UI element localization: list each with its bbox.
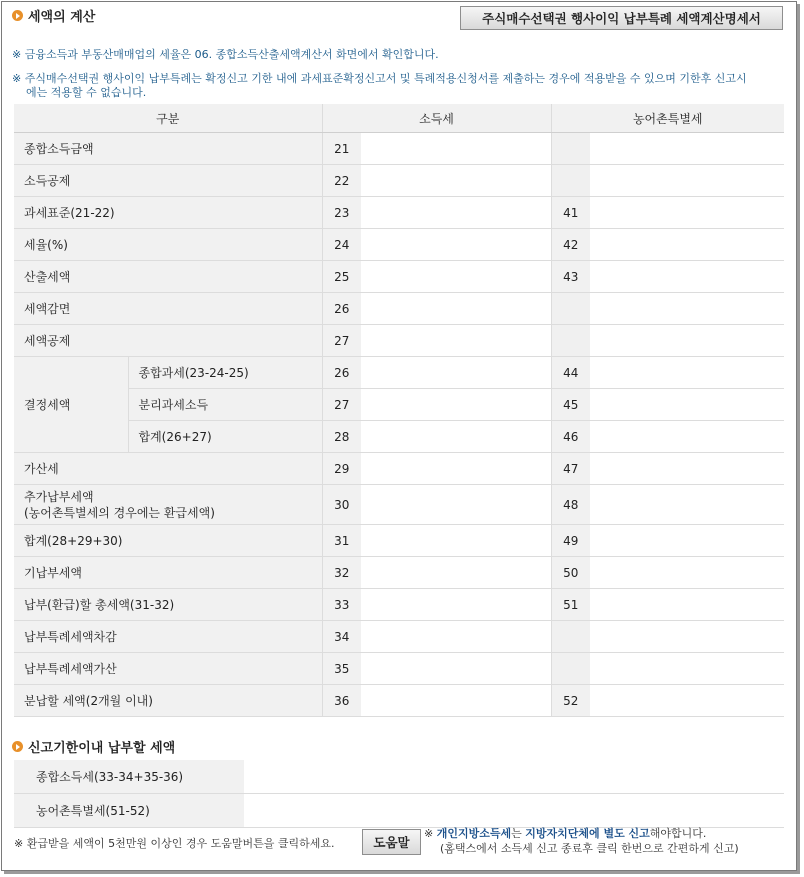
stock-option-statement-button[interactable]: 주식매수선택권 행사이익 납부특례 세액계산명세서 [460,6,783,30]
income-tax-value-cell [361,453,551,485]
rural-row-number: 43 [551,261,590,293]
due-value-income [244,760,784,794]
local-tax-note-2: (홈택스에서 소득세 신고 종료후 클릭 한번으로 간편하게 신고) [440,842,739,855]
rural-tax-value-cell [590,589,784,621]
rural-row-number: 45 [551,389,590,421]
rural-tax-value-cell [590,685,784,717]
row-number: 32 [322,557,361,589]
row-number: 23 [322,197,361,229]
table-row [14,293,784,325]
row-number: 26 [322,357,361,389]
row-label: 기납부세액 [14,557,322,589]
rural-tax-value-cell [590,421,784,453]
rural-tax-value-cell [590,261,784,293]
header-rural-tax: 농어촌특별세 [551,104,784,133]
row-label: 납부특례세액가산 [14,653,322,685]
income-tax-value-cell [361,133,551,165]
rural-row-number: 50 [551,557,590,589]
income-tax-value-cell [361,621,551,653]
header-income-tax: 소득세 [322,104,551,133]
row-group-label: 결정세액 [14,357,128,453]
rural-tax-value-cell [590,165,784,197]
rural-tax-value-cell [590,229,784,261]
row-number: 26 [322,293,361,325]
section-title-text: 신고기한이내 납부할 세액 [28,741,176,756]
table-row [14,133,784,165]
local-tax-bold1: 개인지방소득세 [436,827,512,840]
table-row [14,589,784,621]
income-tax-value-cell [361,293,551,325]
local-tax-suffix: 해야합니다. [649,827,707,840]
local-tax-bold2: 지방자치단체에 별도 신고 [525,827,650,840]
rural-row-number [551,653,590,685]
table-row [14,421,784,453]
rural-tax-value-cell [590,485,784,525]
header-category: 구분 [14,104,322,133]
row-label: 납부특례세액차감 [14,621,322,653]
rural-row-number: 47 [551,453,590,485]
row-label: 과세표준(21-22) [14,197,322,229]
row-label: 분납할 세액(2개월 이내) [14,685,322,717]
row-label: 소득공제 [14,165,322,197]
row-label: 세액공제 [14,325,322,357]
row-number: 31 [322,525,361,557]
income-tax-value-cell [361,685,551,717]
rural-row-number [551,293,590,325]
rural-row-number: 46 [551,421,590,453]
table-row [14,794,784,828]
row-label: 가산세 [14,453,322,485]
table-row [14,557,784,589]
row-sub-label: 분리과세소득 [128,389,322,421]
row-number: 33 [322,589,361,621]
row-sub-label: 합계(26+27) [128,421,322,453]
rural-tax-value-cell [590,197,784,229]
row-number: 21 [322,133,361,165]
table-row [14,525,784,557]
due-label-income: 종합소득세(33-34+35-36) [14,760,244,794]
table-row [14,760,784,794]
local-tax-note [424,827,706,841]
rural-row-number: 48 [551,485,590,525]
table-row [14,453,784,485]
due-label-rural: 농어촌특별세(51-52) [14,794,244,828]
orange-bullet-icon [12,10,23,21]
income-tax-value-cell [361,389,551,421]
row-number: 25 [322,261,361,293]
income-tax-value-cell [361,525,551,557]
rural-row-number: 52 [551,685,590,717]
row-label-line1: 추가납부세액 [24,489,94,504]
section-title-tax-calc [12,6,95,25]
tax-calc-table [14,104,784,717]
section-title-due [12,737,175,756]
table-row [14,485,784,525]
row-label-line2: (농어촌특별세의 경우에는 환급세액) [24,505,215,520]
income-tax-value-cell [361,421,551,453]
row-label: 납부(환급)할 총세액(31-32) [14,589,322,621]
note-special-case-2: 에는 적용할 수 없습니다. [26,86,147,99]
table-row [14,653,784,685]
income-tax-value-cell [361,653,551,685]
row-number: 24 [322,229,361,261]
help-button[interactable]: 도움말 [362,829,421,855]
row-label: 세액감면 [14,293,322,325]
orange-bullet-icon [12,741,23,752]
row-number: 28 [322,421,361,453]
rural-tax-value-cell [590,453,784,485]
tax-calc-panel [1,1,797,871]
rural-row-number [551,165,590,197]
table-row [14,261,784,293]
table-row [14,325,784,357]
refund-note: ※ 환급받을 세액이 5천만원 이상인 경우 도움말버튼을 클릭하세요. [14,837,335,850]
rural-row-number: 41 [551,197,590,229]
row-number: 22 [322,165,361,197]
table-row [14,165,784,197]
table-row [14,685,784,717]
rural-tax-value-cell [590,389,784,421]
rural-row-number: 44 [551,357,590,389]
row-number: 30 [322,485,361,525]
rural-row-number [551,325,590,357]
local-tax-prefix: ※ [424,827,437,840]
rural-row-number: 51 [551,589,590,621]
row-number: 29 [322,453,361,485]
table-row [14,197,784,229]
row-label: 종합소득금액 [14,133,322,165]
rural-row-number [551,133,590,165]
due-tax-table [14,760,784,828]
rural-tax-value-cell [590,525,784,557]
section-title-text: 세액의 계산 [28,10,96,25]
income-tax-value-cell [361,325,551,357]
rural-tax-value-cell [590,621,784,653]
note-financial-income: ※ 금융소득과 부동산매매업의 세율은 06. 종합소득산출세액계산서 화면에서 확인합니다. [12,48,439,61]
row-label [14,485,322,525]
row-label: 합계(28+29+30) [14,525,322,557]
income-tax-value-cell [361,557,551,589]
table-row [14,357,784,389]
rural-row-number: 49 [551,525,590,557]
income-tax-value-cell [361,165,551,197]
rural-tax-value-cell [590,653,784,685]
row-number: 36 [322,685,361,717]
row-label: 세율(%) [14,229,322,261]
income-tax-value-cell [361,261,551,293]
rural-tax-value-cell [590,325,784,357]
due-value-rural [244,794,784,828]
table-header-row [14,104,784,133]
local-tax-mid: 는 [511,827,526,840]
table-row [14,229,784,261]
rural-tax-value-cell [590,293,784,325]
row-number: 27 [322,325,361,357]
table-row [14,389,784,421]
row-number: 27 [322,389,361,421]
income-tax-value-cell [361,197,551,229]
rural-tax-value-cell [590,357,784,389]
income-tax-value-cell [361,229,551,261]
income-tax-value-cell [361,589,551,621]
note-special-case-1: ※ 주식매수선택권 행사이익 납부특례는 확정신고 기한 내에 과세표준확정신고서 및 특례적용신청서를 제출하는 경우에 적용받을 수 있으며 기한후 신고시 [12,72,747,85]
row-number: 34 [322,621,361,653]
income-tax-value-cell [361,485,551,525]
row-label: 산출세액 [14,261,322,293]
table-row [14,621,784,653]
rural-tax-value-cell [590,133,784,165]
rural-tax-value-cell [590,557,784,589]
rural-row-number: 42 [551,229,590,261]
row-sub-label: 종합과세(23-24-25) [128,357,322,389]
row-number: 35 [322,653,361,685]
income-tax-value-cell [361,357,551,389]
rural-row-number [551,621,590,653]
